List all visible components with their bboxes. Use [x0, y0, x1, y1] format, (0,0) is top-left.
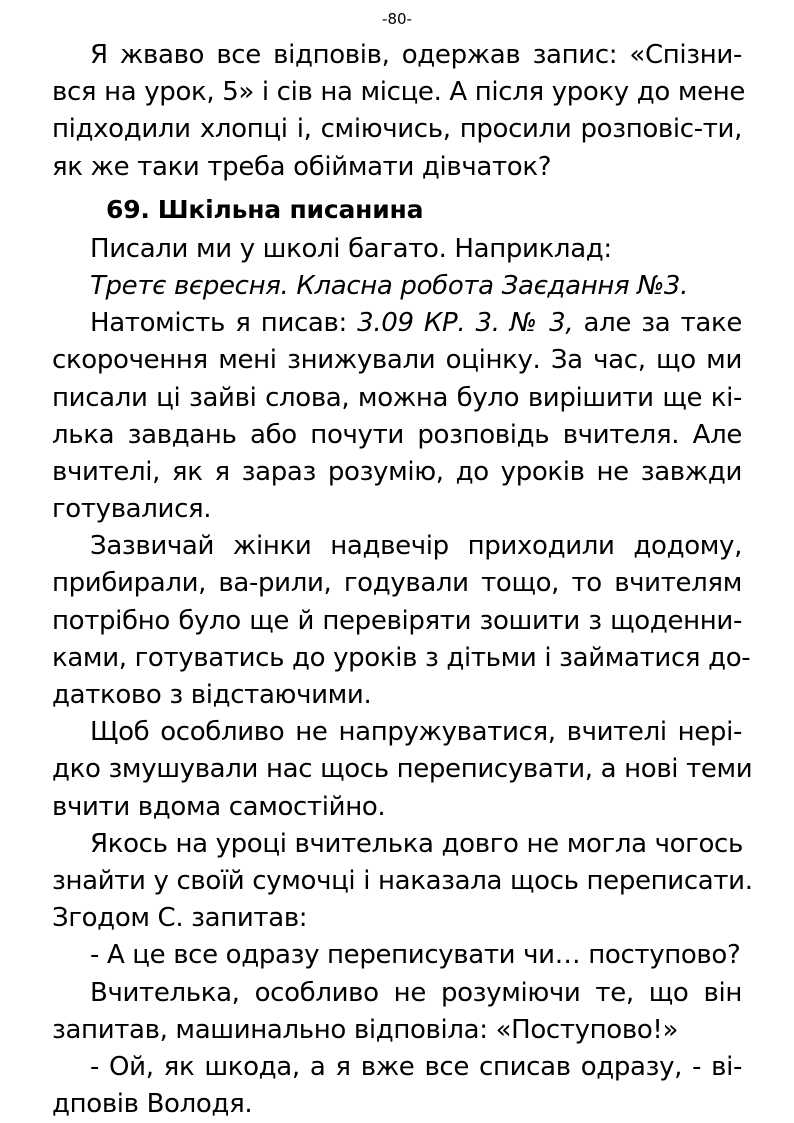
text-line: дко змушували нас щось переписувати, а нові теми	[52, 754, 753, 785]
text-line: лька завдань або почути розповідь вчителя. Але	[52, 419, 742, 450]
text-line: Писали ми у школі багато. Наприклад:	[90, 233, 612, 264]
text-line: Третє вєресня. Класна робота Заєдання №3.	[90, 270, 688, 301]
text-fragment: Натомість я писав:	[90, 308, 358, 339]
text-line: Згодом С. запитав:	[52, 903, 308, 934]
text-line: як же таки треба обіймати дівчаток?	[52, 151, 552, 182]
text-line: Я жваво все відповів, одержав запис: «Спізни-	[90, 40, 742, 70]
paragraph-4	[52, 305, 742, 528]
text-line: датково з відстаючими.	[52, 680, 372, 710]
text-line: вчителі, як я зараз розумію, до уроків не завжди	[52, 456, 742, 487]
text-line: дповів Володя.	[52, 1089, 253, 1120]
text-line: готувалися.	[52, 494, 212, 525]
paragraph-2	[52, 231, 742, 268]
text-line: Вчителька, особливо не розуміючи те, що він	[90, 977, 742, 1008]
paragraph-8	[52, 937, 742, 974]
text-line: вся на урок, 5» і сів на місце. А після уроку до мене	[52, 77, 746, 108]
section-title: Шкільна писанина	[157, 194, 424, 224]
text-line	[52, 305, 742, 342]
section-heading	[52, 191, 742, 231]
document-body	[52, 37, 753, 1123]
paragraph-9	[52, 975, 742, 1049]
text-line: писали ці зайві слова, можна було вирішити ще кі-	[52, 382, 742, 413]
text-line: Щоб особливо не напружуватися, вчителі нері-	[90, 717, 742, 748]
page-number: -80-	[382, 10, 412, 28]
text-line: Якось на уроці вчителька довго не могла чогось	[90, 828, 743, 859]
text-line: ками, готуватись до уроків з дітьми і займатися до-	[52, 642, 751, 673]
paragraph-7	[52, 826, 753, 938]
text-line: - А це все одразу переписувати чи… поступово?	[90, 940, 741, 971]
section-number: 69.	[106, 194, 150, 224]
text-line: вчити вдома самостійно.	[52, 791, 386, 822]
text-line: Зазвичай жінки надвечір приходили додому,	[90, 531, 742, 562]
text-line: потрібно було ще й перевіряти зошити з щоденни-	[52, 605, 742, 636]
paragraph-5	[52, 528, 751, 714]
text-line: знайти у своїй сумочці і наказала щось переписати.	[52, 865, 753, 896]
paragraph-6	[52, 714, 753, 826]
text-line: запитав, машинально відповіла: «Поступово!»	[52, 1014, 679, 1045]
text-line: скорочення мені знижували оцінку. За час, що ми	[52, 345, 742, 376]
paragraph-10	[52, 1049, 742, 1123]
paragraph-3	[52, 268, 742, 305]
text-fragment: але за таке	[573, 308, 743, 339]
paragraph-1	[52, 37, 746, 186]
text-line: підходили хлопці і, сміючись, просили розповіс-ти,	[52, 114, 742, 145]
text-line: прибирали, ва-рили, годували тощо, то вчителям	[52, 568, 742, 599]
text-line: - Ой, як шкода, а я вже все списав одразу, - ві-	[90, 1051, 742, 1082]
italic-fragment: 3.09 КР. 3. № 3,	[357, 308, 574, 339]
